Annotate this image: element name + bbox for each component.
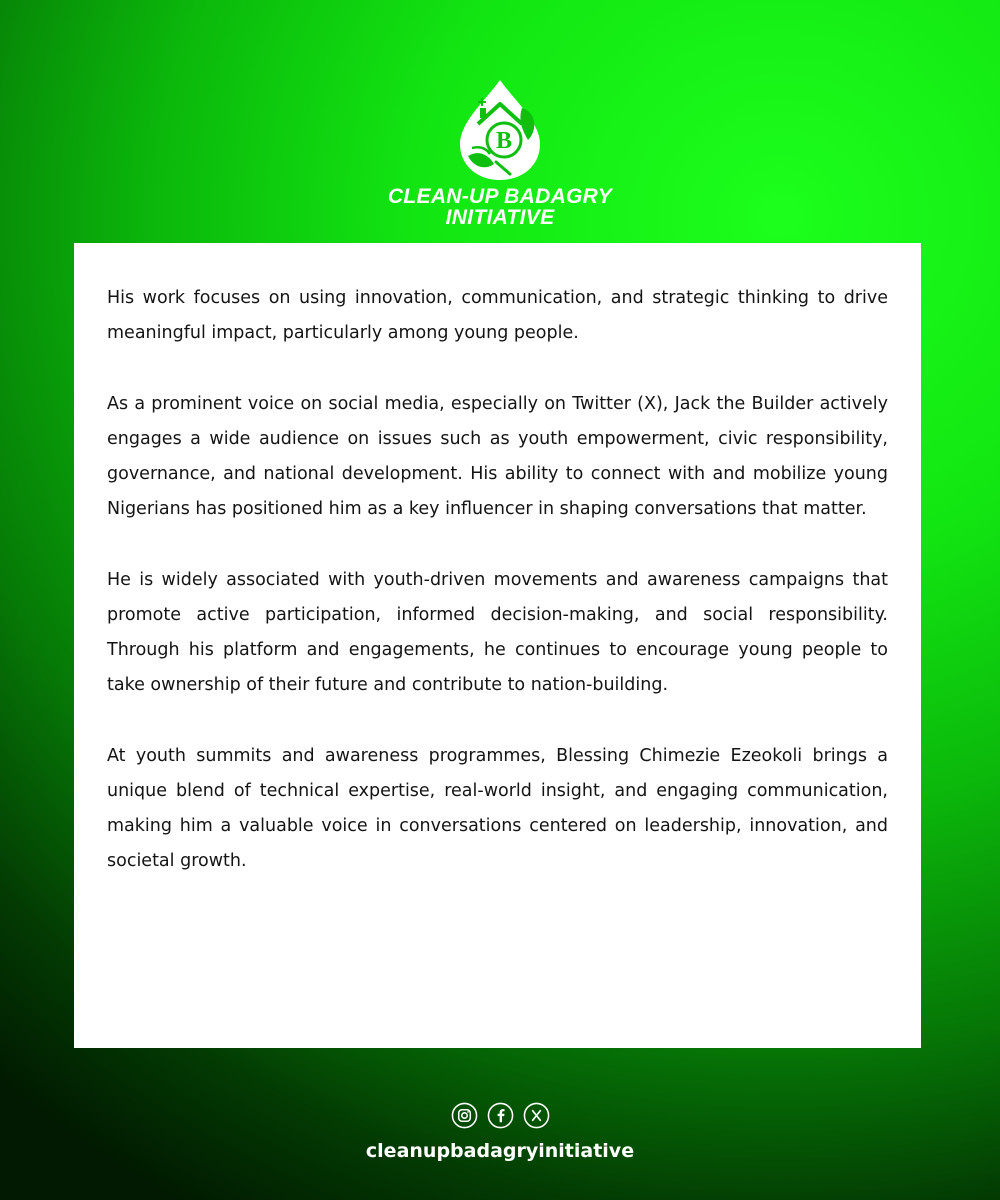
social-links: [0, 1102, 1000, 1132]
x-icon[interactable]: [523, 1102, 550, 1129]
instagram-icon[interactable]: [451, 1102, 478, 1129]
clean-up-badagry-logo-icon: [452, 78, 548, 182]
article-paragraph-1: His work focuses on using innovation, communication, and strategic thinking to drive meaningful impact, particularly among young people.: [107, 288, 888, 343]
article-paragraph-2: As a prominent voice on social media, especially on Twitter (X), Jack the Builder actively engages a wide audience on issues such as youth empowerment, civic responsibility, governance, and national development. His ability to connect with and mobilize young Nigerians has positioned him as a key influencer in shaping conversations that matter.: [107, 394, 888, 519]
brand-line-1: CLEAN-UP BADAGRY: [387, 185, 613, 208]
brand-name: [0, 186, 1000, 228]
header: [0, 78, 1000, 228]
facebook-icon[interactable]: [487, 1102, 514, 1129]
article-paragraph-3: He is widely associated with youth-driven movements and awareness campaigns that promote active participation, informed decision-making, and social responsibility. Through his platform and engagements, he continues to encourage young people to take ownership of their future and contribute to nation-building.: [107, 570, 888, 695]
article-card: [74, 243, 921, 1048]
article-paragraph-4: At youth summits and awareness programmes, Blessing Chimezie Ezeokoli brings a unique blend of technical expertise, real-world insight, and engaging communication, making him a valuable voice in conversations centered on leadership, innovation, and societal growth.: [107, 746, 888, 871]
svg-text:B: B: [495, 128, 513, 154]
brand-line-2: INITIATIVE: [445, 206, 555, 229]
social-handle[interactable]: cleanupbadagryinitiative: [365, 1140, 635, 1162]
